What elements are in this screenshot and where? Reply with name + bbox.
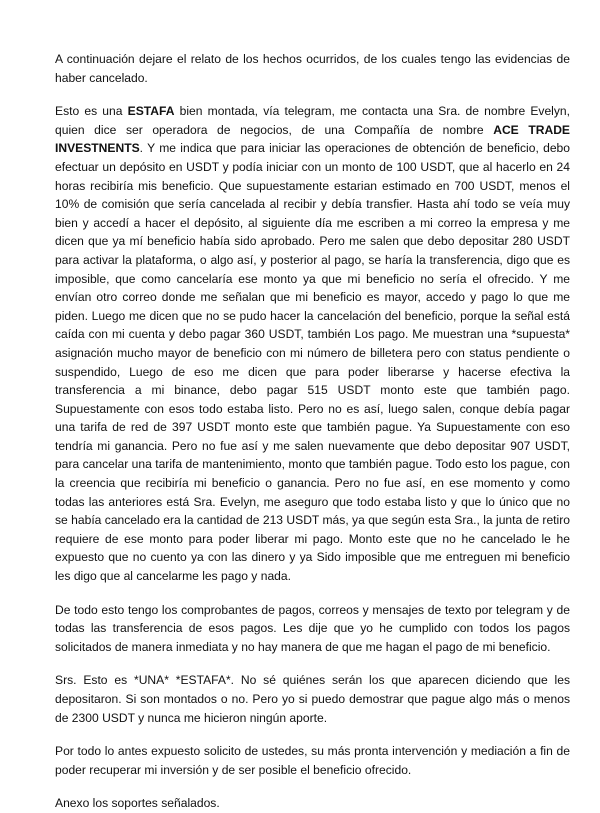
paragraph-text-middle: bien montada, vía telegram, me contacta una Sra. de nombre Evelyn, quien dice ser operadora de negocios, de una Compañía de nombre <box>55 104 570 137</box>
evidence-paragraph: De todo esto tengo los comprobantes de pagos, correos y mensajes de texto por telegram y de todas las transferencia de esos pagos. Les dije que yo he cumplido con todos los pagos solicitados de manera inmediata y no hay manera de que me hagan el pago de mi beneficio. <box>55 602 570 654</box>
claim-paragraph: Srs. Esto es *UNA* *ESTAFA*. No sé quiénes serán los que aparecen diciendo que les depositaron. Si son montados o no. Pero yo si puedo demostrar que pague algo más o menos de 2300 USDT y nunca me hicieron ningún aporte. <box>55 673 570 725</box>
paragraph-text-end: . Y me indica que para iniciar las operaciones de obtención de beneficio, debo efectuar un depósito en USDT y podía iniciar con un monto de 100 USDT, que al hacerlo en 24 horas recibiría mis beneficio. Que supuestamente estarian estimado en 700 USDT, menos el 10% de comisión que sería cancelada al recibir y debía transfier. Hasta ahí todo se veía muy bien y accedí a hacer el depósito, al siguiente día me escriben a mi correo la empresa y me dicen que ya mí beneficio había sido aprobado. Pero me salen que debo depositar 280 USDT para activar la plataforma, o algo así, y posterior al pago, se haría la transferencia, digo que es imposible, que como cancelaría ese monto ya que mi beneficio no sería el ofrecido. Y me envían otro correo donde me señalan que mi beneficio es mayor, accedo y pago lo que me piden. Luego me dicen que no se pudo hacer la cancelación del beneficio, porque la señal está caída con mi cuenta y debo pagar 360 USDT, también Los pago. Me muestran una *supuesta* asignación mucho mayor de beneficio con mi número de billetera pero con status pendiente o suspendido, Luego de eso me dicen que para poder liberarse y hacerse efectiva la transferencia a mi binance, debo pagar 515 USDT monto este que también pago. Supuestamente con esos todo estaba listo. Pero no es así, luego salen, conque debía pagar una tarifa de red de 397 USDT monto este que también pague. Ya Supuestamente con eso tendría mi ganancia. Pero no fue así y me salen nuevamente que debo depositar 907 USDT, para cancelar una tarifa de mantenimiento, monto que también pague. Todo esto los pague, con la creencia que recibiría mi beneficio o ganancia. Pero no fue así, en ese momento y como todas las anteriores está Sra. Evelyn, me aseguro que todo estaba listo y que lo único que no se había cancelado era la cantidad de 213 USDT más, ya que según esta Sra., la junta de retiro requiere de ese monto para poder liberar mi pago. Monto este que no he cancelado le he expuesto que no cuento ya con las dinero y ya Sido imposible que me entreguen mi beneficio les digo que al cancelarme les pago y nada. <box>55 141 570 584</box>
paragraph-text-start: Esto es una <box>55 104 128 119</box>
request-paragraph: Por todo lo antes expuesto solicito de ustedes, su más pronta intervención y mediación a fin de poder recuperar mi inversión y de ser posible el beneficio ofrecido. <box>55 744 570 777</box>
fraud-account-paragraph <box>55 102 570 585</box>
intro-paragraph: A continuación dejare el relato de los hechos ocurridos, de los cuales tengo las evidencias de haber cancelado. <box>55 52 570 85</box>
company-name: ACE TRADE INVESTNENTS <box>55 122 570 156</box>
document-page <box>55 50 570 813</box>
attachments-note: Anexo los soportes señalados. <box>55 796 220 811</box>
estafa-emphasis: ESTAFA <box>127 104 175 119</box>
